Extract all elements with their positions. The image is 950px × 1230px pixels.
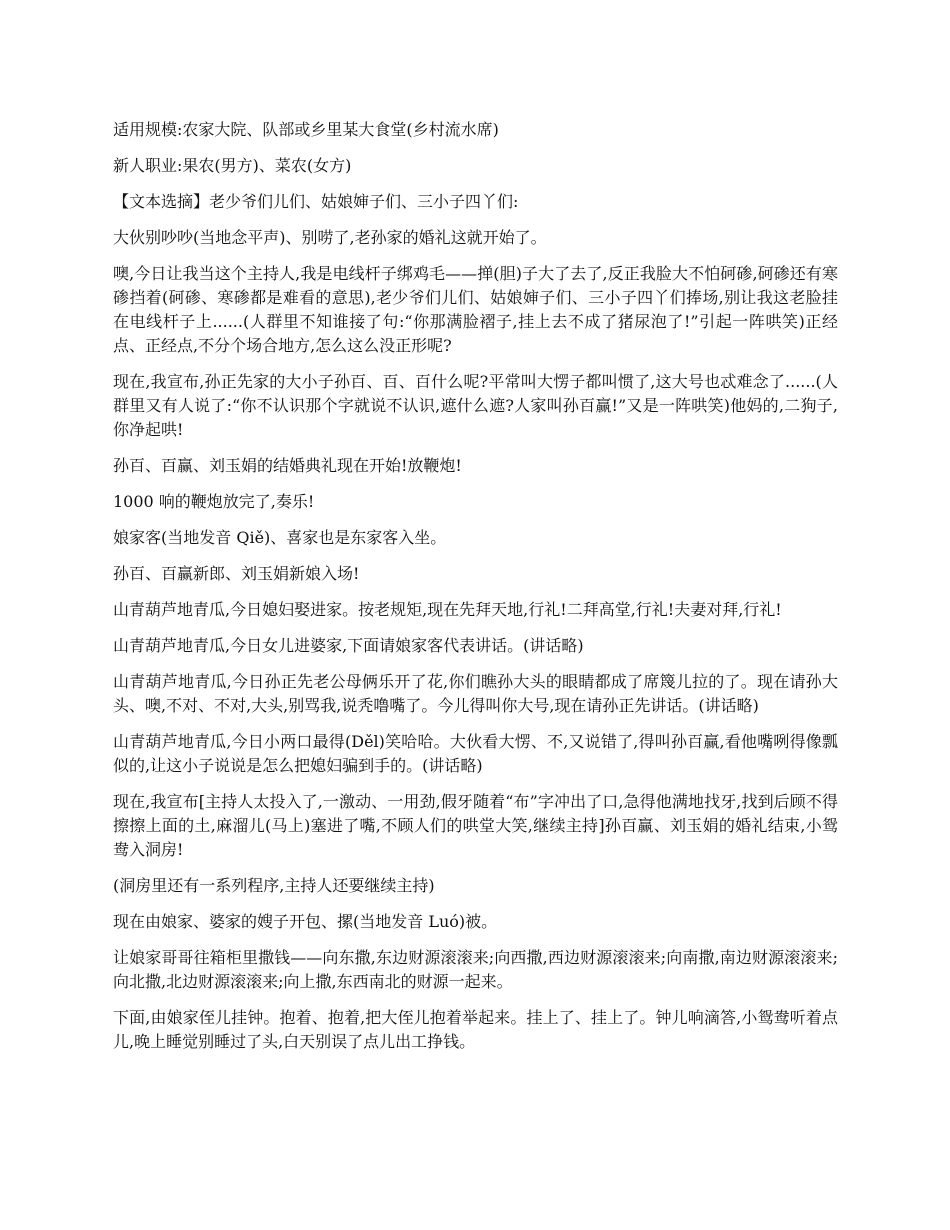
paragraph-bridal-chamber-note: (洞房里还有一系列程序,主持人还要继续主持)	[113, 876, 435, 895]
paragraph-bride-family-speech: 山青葫芦地青瓜,今日女儿进婆家,下面请娘家客代表讲话。(讲话略)	[113, 636, 584, 655]
paragraph-occupation: 新人职业:果农(男方)、菜农(女方)	[113, 156, 352, 175]
paragraph-firecrackers: 1000 响的鞭炮放完了,奏乐!	[113, 492, 315, 511]
paragraph-scale: 适用规模:农家大院、队部或乡里某大食堂(乡村流水席)	[113, 120, 499, 139]
paragraph-guests-seated: 娘家客(当地发音 Qiě)、喜家也是东家客入坐。	[113, 528, 447, 547]
paragraph-excerpt-heading: 【文本选摘】老少爷们儿们、姑娘婶子们、三小子四丫们:	[113, 192, 519, 211]
paragraph-announce-groom: 现在,我宣布,孙正先家的大小子孙百、百、百什么呢?平常叫大愣子都叫惯了,这大号也忒难念了......(人群里又有人说了:“你不认识那个字就说不认识,遮什么遮?人家叫孙百赢!”又是一阵哄笑)他妈的,二狗子,你净起哄!	[113, 372, 838, 439]
paragraph-scatter-money: 让娘家哥哥往箱柜里撒钱——向东撒,东边财源滚滚来;向西撒,西边财源滚滚来;向南撒,南边财源滚滚来;向北撒,北边财源滚滚来;向上撒,东西南北的财源一起来。	[113, 948, 838, 991]
paragraph-bowing: 山青葫芦地青瓜,今日媳妇娶进家。按老规矩,现在先拜天地,行礼!二拜高堂,行礼!夫妻对拜,行礼!	[113, 600, 782, 619]
paragraph-couple-enter: 孙百、百赢新郎、刘玉娟新娘入场!	[113, 564, 360, 583]
paragraph-ceremony-start: 孙百、百赢、刘玉娟的结婚典礼现在开始!放鞭炮!	[113, 456, 462, 475]
paragraph-groom-speech: 山青葫芦地青瓜,今日小两口最得(Děl)笑哈哈。大伙看大愣、不,又说错了,得叫孙百赢,看他嘴咧得像瓢似的,让这小子说说是怎么把媳妇骗到手的。(讲话略)	[113, 732, 838, 775]
paragraph-quilt: 现在由娘家、婆家的嫂子开包、摞(当地发音 Luó)被。	[113, 912, 498, 931]
paragraph-father-speech: 山青葫芦地青瓜,今日孙正先老公母俩乐开了花,你们瞧孙大头的眼睛都成了席篾儿拉的了。现在请孙大头、噢,不对、不对,大头,别骂我,说秃噜嘴了。今儿得叫你大号,现在请孙正先讲话。(讲话略)	[113, 672, 838, 715]
document-body	[113, 118, 838, 1066]
paragraph-hang-clock: 下面,由娘家侄儿挂钟。抱着、抱着,把大侄儿抱着举起来。挂上了、挂上了。钟儿响滴答,小鸳鸯听着点儿,晚上睡觉别睡过了头,白天别误了点儿出工挣钱。	[113, 1008, 838, 1051]
paragraph-opening: 大伙别吵吵(当地念平声)、别唠了,老孙家的婚礼这就开始了。	[113, 228, 547, 247]
paragraph-host-intro: 噢,今日让我当这个主持人,我是电线杆子绑鸡毛——掸(胆)子大了去了,反正我脸大不怕砢碜,砢碜还有寒碜挡着(砢碜、寒碜都是难看的意思),老少爷们儿们、姑娘婶子们、三小子四丫们捧场,别让我这老脸挂在电线杆子上......(人群里不知谁接了句:“你那满脸褶子,挂上去不成了猪尿泡了!”引起一阵哄笑)正经点、正经点,不分个场合地方,怎么这么没正形呢?	[113, 264, 838, 355]
paragraph-ceremony-end: 现在,我宣布[主持人太投入了,一激动、一用劲,假牙随着“布”字冲出了口,急得他满地找牙,找到后顾不得擦擦上面的土,麻溜儿(马上)塞进了嘴,不顾人们的哄堂大笑,继续主持]孙百赢、刘玉娟的婚礼结束,小鸳鸯入洞房!	[113, 792, 838, 859]
